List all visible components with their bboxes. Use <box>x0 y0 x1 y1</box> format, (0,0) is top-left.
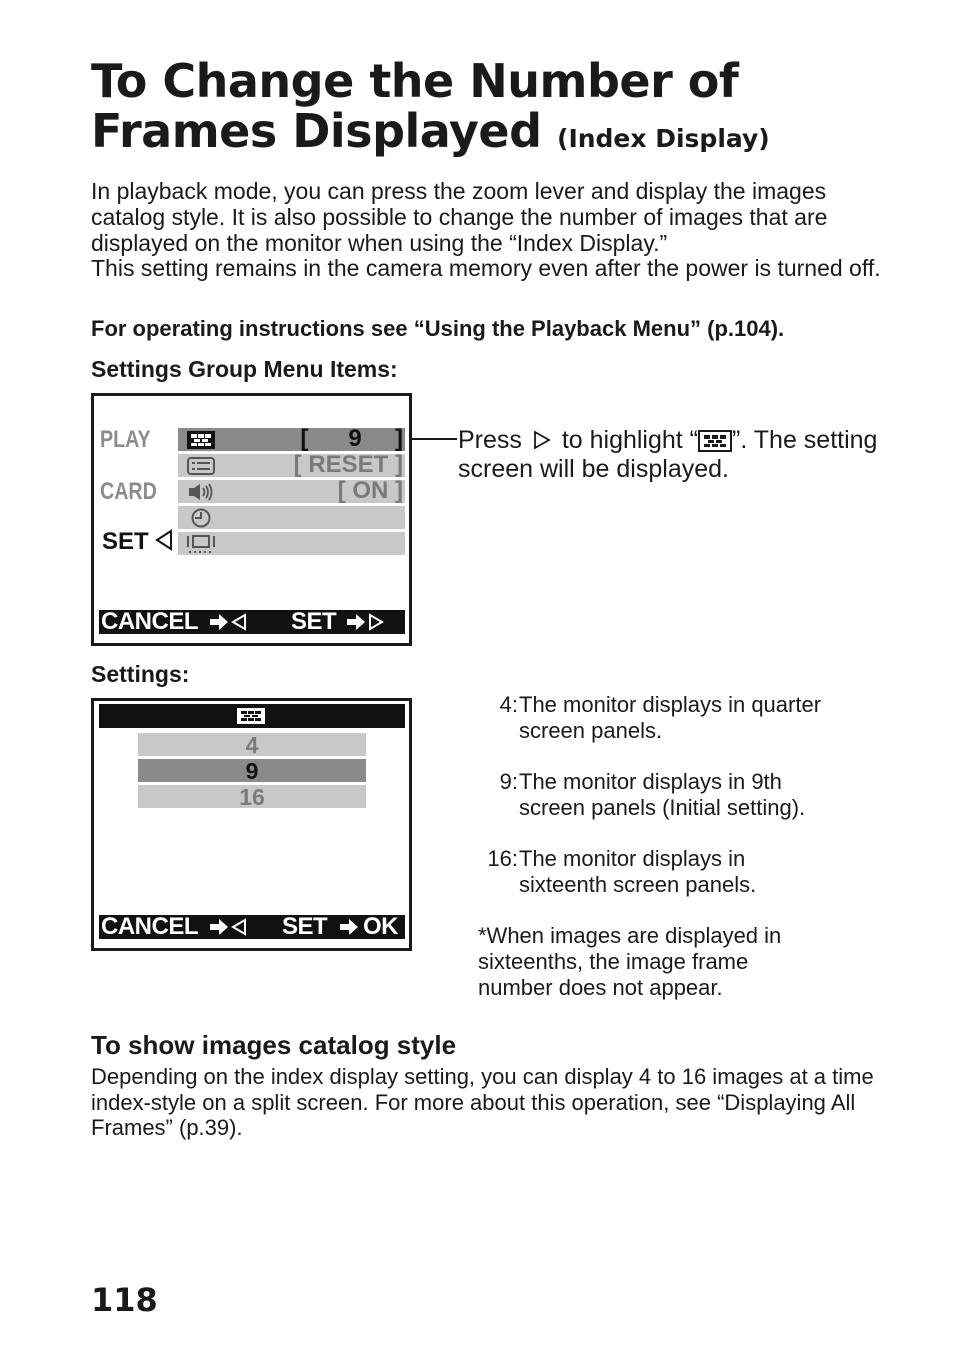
operating-note: For operating instructions see “Using the Playback Menu” (p.104). <box>91 316 785 341</box>
menu-row-index <box>178 425 405 452</box>
monitor-brightness-icon <box>186 534 216 554</box>
arrow-left-button-icon <box>209 613 249 631</box>
tab-set-label: SET <box>102 528 149 555</box>
setting-text: The monitor displays in 9th screen panels (Initial setting). <box>519 769 806 820</box>
ok-label: OK <box>363 913 398 940</box>
title-main: Frames Displayed <box>91 104 542 158</box>
intro-para-2: This setting remains in the camera memory even after the power is turned off. <box>91 255 881 282</box>
menu-row-value: [ 9 ] <box>300 425 403 452</box>
left-arrow-icon <box>155 529 173 551</box>
menu-screen <box>91 393 412 646</box>
title-line1: To Change the Number of <box>91 54 739 108</box>
menu-row-monitor <box>178 532 405 555</box>
option-4[interactable]: 4 <box>138 733 366 756</box>
cancel-label: CANCEL <box>101 608 198 635</box>
menu-row-value: [ RESET ] <box>293 451 403 478</box>
cancel-label: CANCEL <box>101 913 198 940</box>
tab-set <box>102 528 173 556</box>
callout-part2: to highlight “ <box>561 426 699 454</box>
menu-row-sound <box>178 477 405 504</box>
option-16[interactable]: 16 <box>138 785 366 808</box>
arrow-left-button-icon <box>209 918 249 936</box>
menu-row-reset <box>178 451 405 478</box>
callout-line <box>412 438 457 440</box>
list-item <box>478 692 898 744</box>
set-label: SET <box>282 913 328 940</box>
tab-card: CARD <box>100 478 157 505</box>
setting-key: 9: <box>499 769 518 794</box>
index-grid-icon <box>186 430 216 450</box>
catalog-heading: To show images catalog style <box>91 1030 457 1060</box>
list-item <box>478 769 898 821</box>
arrow-right-button-icon <box>346 613 386 631</box>
intro-text <box>91 179 881 282</box>
right-arrow-icon <box>532 430 552 450</box>
page-title <box>91 56 911 164</box>
settings-screen <box>91 698 412 951</box>
settings-footnote: *When images are displayed in sixteenths, the image frame number does not appear. <box>478 923 782 1000</box>
arrow-right-icon <box>339 918 361 936</box>
setting-key: 16: <box>487 846 518 871</box>
option-9[interactable]: 9 <box>138 759 366 782</box>
set-label: SET <box>291 608 337 635</box>
speaker-icon <box>186 482 216 502</box>
callout-part1: Press <box>458 426 522 454</box>
setting-text: The monitor displays in quarter screen panels. <box>519 692 822 743</box>
callout-part3: ”. The setting screen will be displayed. <box>458 426 878 483</box>
clock-icon <box>186 508 216 528</box>
list-reset-icon <box>186 456 216 476</box>
index-grid-icon <box>236 707 266 725</box>
title-sub: (Index Display) <box>557 124 770 153</box>
settings-header-bar <box>99 704 405 728</box>
menu-items-heading: Settings Group Menu Items: <box>91 356 398 382</box>
list-item <box>478 846 898 898</box>
page-number: 118 <box>91 1281 158 1319</box>
setting-key: 4: <box>499 692 518 717</box>
setting-text: The monitor displays in sixteenth screen panels. <box>519 846 757 897</box>
screen1-bottom-bar <box>99 610 405 634</box>
callout-text <box>458 426 878 484</box>
catalog-body: Depending on the index display setting, you can display 4 to 16 images at a time index-style on a split screen. For more about this operation, see “Displaying All Frames” (p.39). <box>91 1064 874 1140</box>
title-line2 <box>91 106 911 164</box>
intro-para-1: In playback mode, you can press the zoom lever and display the images catalog style. It is also possible to change the number of images that are displayed on the monitor when using the “Index Display.” <box>91 178 828 256</box>
settings-list <box>478 692 898 1001</box>
menu-row-clock <box>178 506 405 529</box>
settings-heading: Settings: <box>91 661 190 687</box>
screen2-bottom-bar <box>99 915 405 939</box>
index-grid-icon <box>698 430 732 452</box>
tab-play: PLAY <box>100 426 151 453</box>
menu-row-value: [ ON ] <box>337 477 403 504</box>
